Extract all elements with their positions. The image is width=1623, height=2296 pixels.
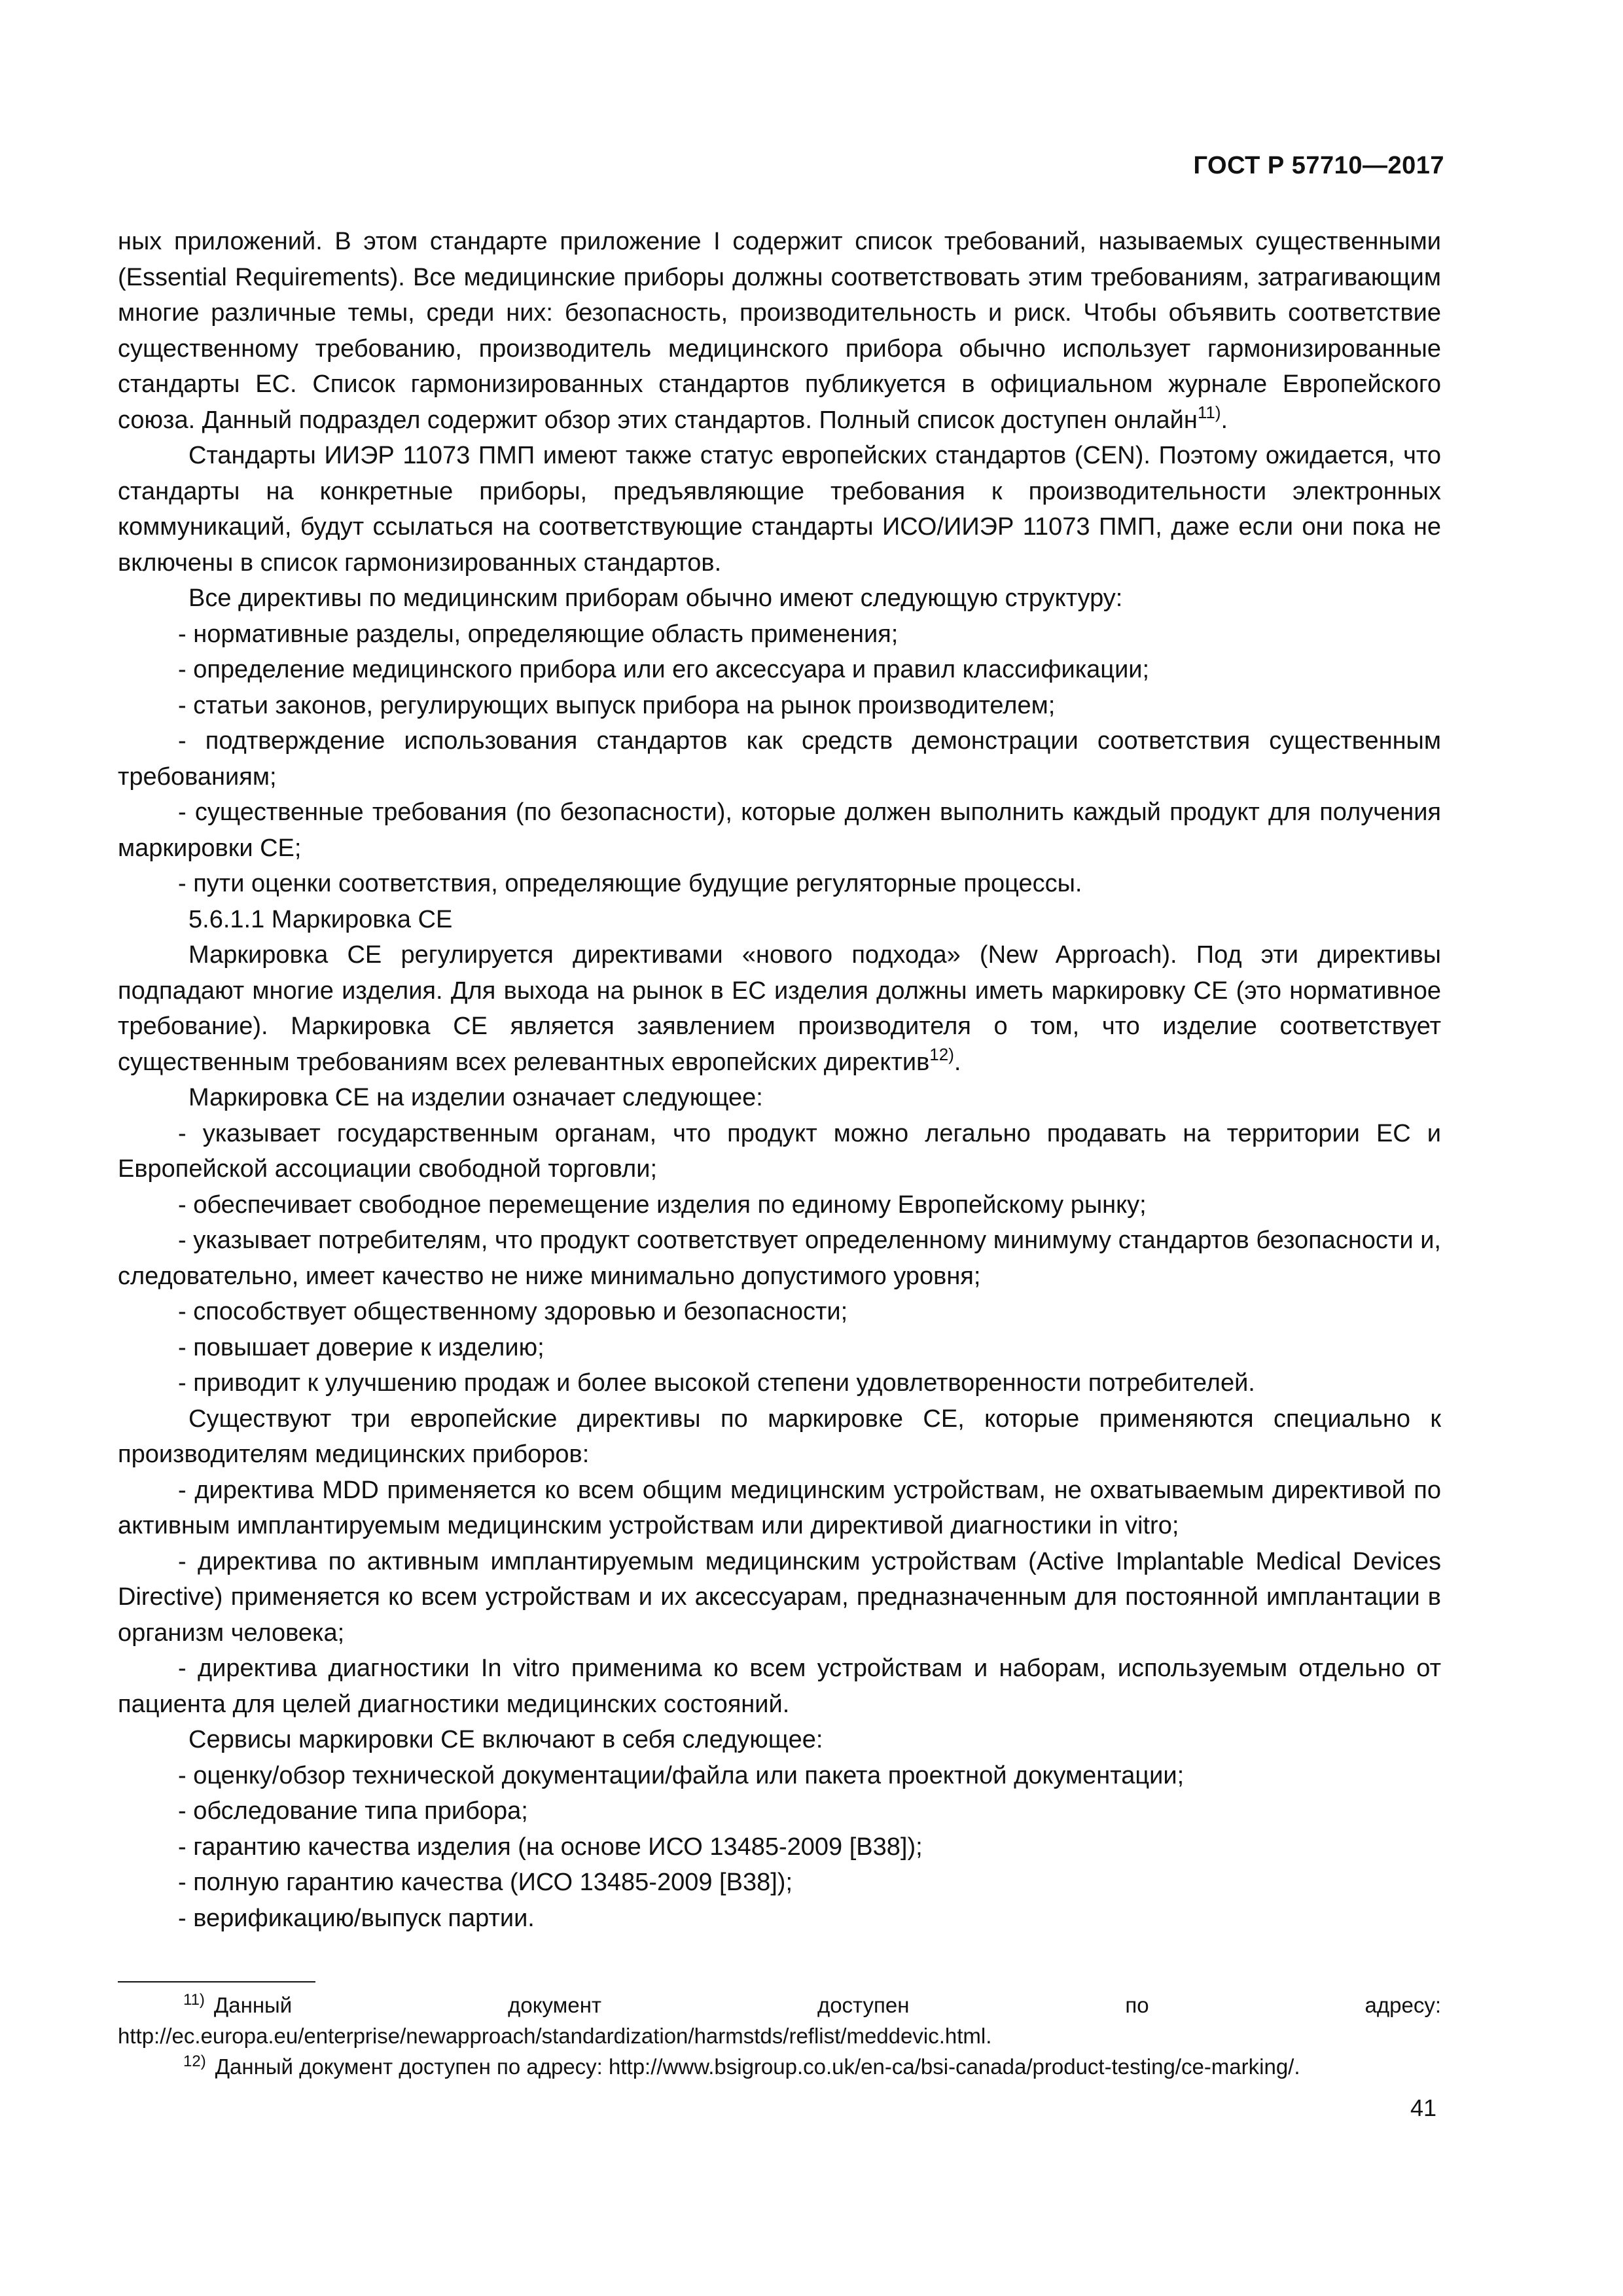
list-item: - определение медицинского прибора или его аксессуара и правил классификации; (178, 656, 1150, 683)
list-item: - нормативные разделы, определяющие область применения; (178, 620, 899, 648)
list-item: - директива по активным имплантируемым медицинским устройствам (Active Implantable Medical Devices Directive) применяется ко всем устройствам и их аксессуарам, предназначенным для постоянной имплантации в организм человека; (118, 1547, 1441, 1647)
footnote-divider (118, 1981, 315, 1982)
list-item: - повышает доверие к изделию; (178, 1333, 544, 1361)
list-item: - полную гарантию качества (ИСО 13485-2009 [B38]); (178, 1869, 793, 1896)
footnote-reference-12: 12) (929, 1044, 954, 1064)
paragraph-intro (118, 224, 1441, 438)
list-item: - директива MDD применяется ко всем общим медицинским устройствам, не охватываемым директивой по активным имплантируемым медицинским устройствам или директивой диагностики in vitro; (118, 1476, 1441, 1539)
list-item: - подтверждение использования стандартов как средств демонстрации соответствия существенным требованиям; (118, 727, 1441, 791)
list-item: - приводит к улучшению продаж и более высокой степени удовлетворенности потребителей. (178, 1369, 1255, 1397)
footnote-11 (118, 1990, 1441, 2051)
list-item: - пути оценки соответствия, определяющие будущие регуляторные процессы. (178, 870, 1082, 897)
list-item: - существенные требования (по безопасности), которые должен выполнить каждый продукт для получения маркировки СЕ; (118, 798, 1441, 862)
list-item: - обследование типа прибора; (178, 1797, 528, 1825)
page-number: 41 (1410, 2094, 1436, 2121)
list-item: - оценку/обзор технической документации/файла или пакета проектной документации; (178, 1761, 1185, 1789)
body-text (118, 224, 1441, 1936)
paragraph-directive-structure: Все директивы по медицинским приборам обычно имеют следующую структуру: (188, 584, 1123, 612)
footnote-text: Данный документ доступен по адресу: http://ec.europa.eu/enterprise/newapproach/standardization/harmstds/reflist/meddevic.html. (118, 1993, 1441, 2048)
paragraph-text: ных приложений. В этом стандарте приложение I содержит список требований, называемых существенными (Essential Requirements). Все медицинские приборы должны соответствовать этим требованиям, затрагивающим многие различные темы, среди них: безопасность, производительность и риск. Чтобы объявить соответствие существенному требованию, производитель медицинского прибора обычно использует гармонизированные стандарты ЕС. Список гармонизированных стандартов публикуется в официальном журнале Европейского союза. Данный подраздел содержит обзор этих стандартов. Полный список доступен онлайн (118, 228, 1441, 434)
footnote-mark: 11) (183, 1991, 205, 2009)
list-item: - указывает государственным органам, что продукт можно легально продавать на территории ЕС и Европейской ассоциации свободной торговли; (118, 1119, 1441, 1183)
paragraph-end: . (954, 1048, 961, 1076)
footnote-reference-11: 11) (1197, 402, 1221, 422)
footnote-text: Данный документ доступен по адресу: http://www.bsigroup.co.uk/en-ca/bsi-canada/product-testing/ce-marking/. (215, 2054, 1300, 2079)
paragraph-ce-marking (118, 937, 1441, 1080)
list-item: - гарантию качества изделия (на основе ИСО 13485-2009 [B38]); (178, 1833, 923, 1861)
footnotes (118, 1990, 1441, 2082)
paragraph-end: . (1221, 406, 1228, 434)
list-item: - статьи законов, регулирующих выпуск прибора на рынок производителем; (178, 691, 1056, 719)
paragraph-ce-services: Сервисы маркировки СЕ включают в себя следующее: (188, 1726, 823, 1753)
list-item: - директива диагностики In vitro применима ко всем устройствам и наборам, используемым отдельно от пациента для целей диагностики медицинских состояний. (118, 1655, 1441, 1718)
footnote-12 (118, 2051, 1441, 2082)
list-item: - указывает потребителям, что продукт соответствует определенному минимуму стандартов безопасности и, следовательно, имеет качество не ниже минимально допустимого уровня; (118, 1227, 1441, 1290)
footnote-mark: 12) (183, 2053, 206, 2070)
paragraph-three-directives: Существуют три европейские директивы по маркировке СЕ, которые применяются специально к производителям медицинских приборов: (118, 1405, 1441, 1468)
document-code-header: ГОСТ Р 57710—2017 (1193, 152, 1444, 179)
list-item: - обеспечивает свободное перемещение изделия по единому Европейскому рынку; (178, 1191, 1147, 1219)
paragraph-text: Маркировка СЕ регулируется директивами «нового подхода» (New Approach). Под эти директивы подпадают многие изделия. Для выхода на рынок в ЕС изделия должны иметь маркировку СЕ (это нормативное требование). Маркировка СЕ является заявлением производителя о том, что изделие соответствует существенным требованиям всех релевантных европейских директив (118, 941, 1441, 1076)
paragraph-ieee-standards: Стандарты ИИЭР 11073 ПМП имеют также статус европейских стандартов (CEN). Поэтому ожидается, что стандарты на конкретные приборы, предъявляющие требования к производительности электронных коммуникаций, будут ссылаться на соответствующие стандарты ИСО/ИИЭР 11073 ПМП, даже если они пока не включены в список гармонизированных стандартов. (118, 442, 1441, 577)
section-heading: 5.6.1.1 Маркировка СЕ (188, 905, 453, 933)
list-item: - способствует общественному здоровью и безопасности; (178, 1298, 848, 1325)
list-item: - верификацию/выпуск партии. (178, 1904, 535, 1932)
paragraph-ce-meaning: Маркировка СЕ на изделии означает следующее: (188, 1084, 763, 1111)
